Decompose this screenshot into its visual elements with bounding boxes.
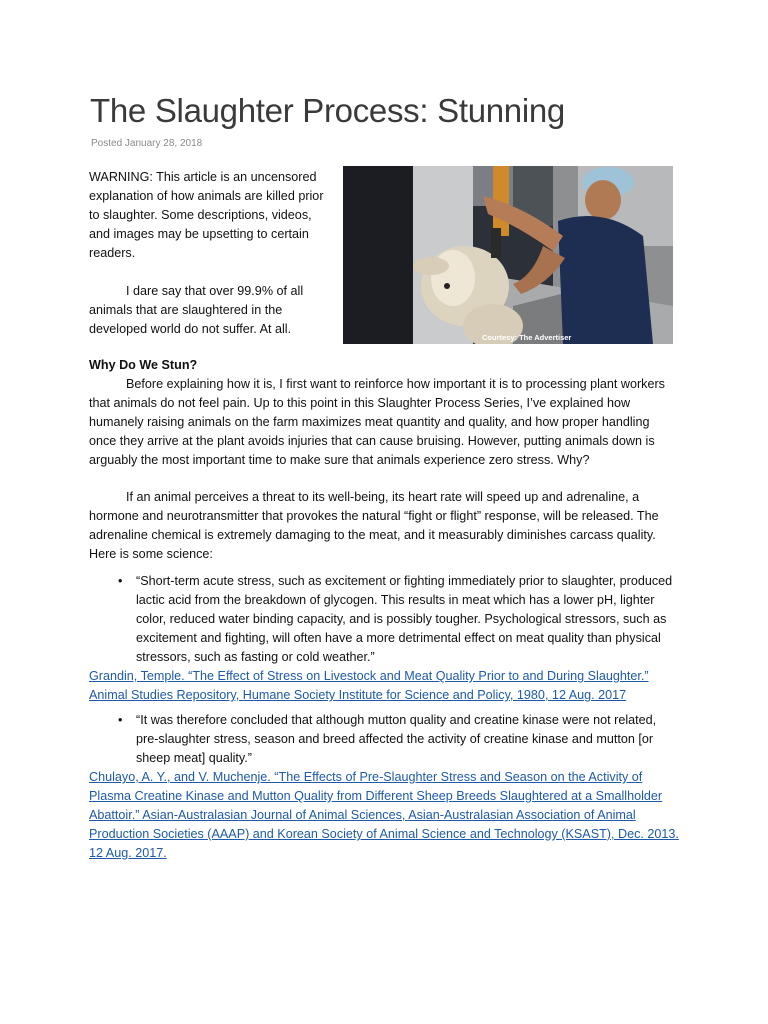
photo-illustration xyxy=(343,166,673,344)
body-paragraph-1: Before explaining how it is, I first want to reinforce how important it is to processing plant workers that animals do not feel pain. Up to this point in this Slaughter Process Series, I’ve explained how humanely raising animals on the farm maximizes meat quantity and quality, and how proper handling once they arrive at the plant avoids injuries that can cause bruising. However, putting animals down is arguably the most important time to make sure that animals experience zero stress. Why? xyxy=(89,377,665,467)
quote-list-1 xyxy=(89,572,679,667)
body-paragraph-2: If an animal perceives a threat to its well-being, its heart rate will speed up and adrenaline, a hormone and neurotransmitter that provokes the natural “fight or flight” response, will be released. The adrenaline chemical is extremely damaging to the meat, and it measurably diminishes carcass quality. Here is some science: xyxy=(89,490,659,561)
warning-paragraph: WARNING: This article is an uncensored explanation of how animals are killed prior to slaughter. Some descriptions, videos, and images may be upsetting to certain readers. xyxy=(89,170,324,260)
list-item xyxy=(89,711,679,768)
posted-date: Posted January 28, 2018 xyxy=(91,138,203,149)
claim-paragraph: I dare say that over 99.9% of all animals that are slaughtered in the developed world do not suffer. At all. xyxy=(89,284,304,336)
citation-link-grandin[interactable]: Grandin, Temple. “The Effect of Stress on Livestock and Meat Quality Prior to and During Slaughter.” Animal Studies Repository, Humane Society Institute for Science and Policy, 1980, 12 Aug. 2017 xyxy=(89,669,649,702)
list-item xyxy=(89,572,679,667)
quote-text-2: “It was therefore concluded that although mutton quality and creatine kinase were not related, pre-slaughter stress, season and breed affected the activity of creatine kinase and mutton [or sheep meat] quality.” xyxy=(136,713,657,765)
photo-caption: Courtesy: The Advertiser xyxy=(482,333,572,342)
bullet-icon: • xyxy=(118,574,123,588)
quote-list-2 xyxy=(89,711,679,768)
section-heading: Why Do We Stun? xyxy=(89,358,198,372)
quote-text-1: “Short-term acute stress, such as excitement or fighting immediately prior to slaughter, produced lactic acid from the breakdown of glycogen. This results in meat which has a lower pH, lighter color, reduced water binding capacity, and is possibly tougher. Psychological stressors, such as excitement and fighting, will often have a more detrimental effect on meat quality than physical stressors, such as fasting or cold weather.” xyxy=(136,574,673,664)
article-title: The Slaughter Process: Stunning xyxy=(90,92,565,129)
citation-link-chulayo[interactable]: Chulayo, A. Y., and V. Muchenje. “The Effects of Pre-Slaughter Stress and Season on the Activity of Plasma Creatine Kinase and Mutton Quality from Different Sheep Breeds Slaughtered at a Smallholder Abattoir.” Asian-Australasian Journal of Animal Sciences, Asian-Australasian Association of Animal Production Societies (AAAP) and Korean Society of Animal Science and Technology (KSAST), Dec. 2013. 12 Aug. 2017. xyxy=(89,770,679,860)
intro-block xyxy=(89,168,325,339)
article-body xyxy=(89,356,679,863)
bullet-icon: • xyxy=(118,713,123,727)
stunning-photo xyxy=(343,166,673,344)
